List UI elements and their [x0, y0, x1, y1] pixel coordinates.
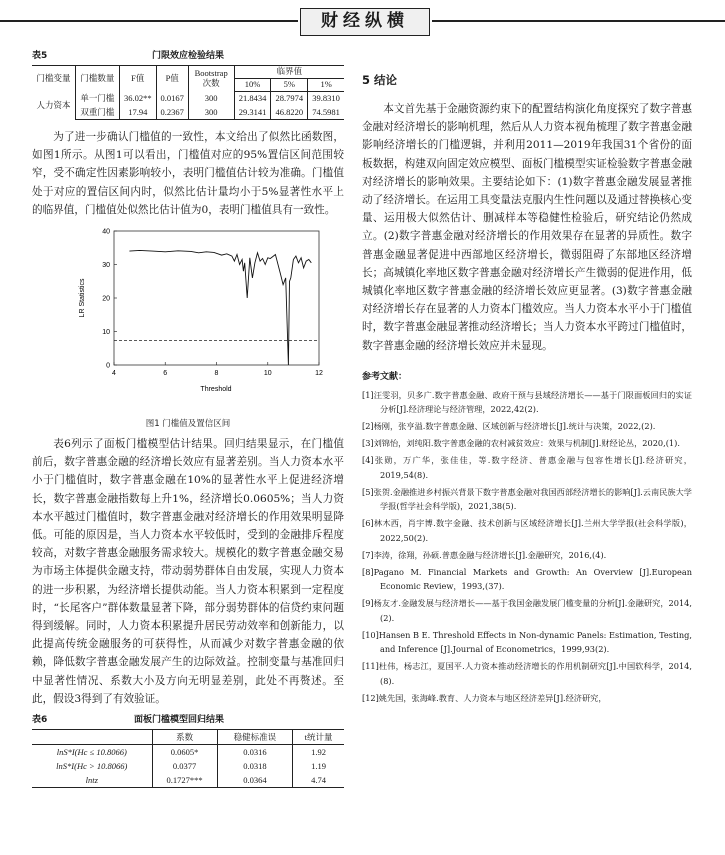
- reference-item: [9]杨友才.金融发展与经济增长——基于我国金融发展门槛变量的分析[J].金融研究，2014,(2).: [362, 598, 692, 623]
- t6-cell: 0.0318: [217, 759, 292, 773]
- reference-item: [11]杜伟，杨志江，夏国平.人力资本推动经济增长的作用机制研究[J].中国软科学，2014,(8).: [362, 661, 692, 686]
- t5-h-10: 10%: [234, 78, 271, 91]
- x-tick-label: 6: [163, 370, 168, 378]
- table6-number: 表6: [32, 715, 48, 726]
- t6-cell: lnS*I(Hc > 10.8066): [32, 759, 152, 773]
- t5-h-critical: 临界值: [234, 66, 344, 79]
- y-tick-label: 40: [102, 228, 110, 236]
- t6-cell: 1.19: [311, 761, 326, 772]
- t6-cell: lntz: [32, 773, 152, 788]
- table6-title: 面板门槛模型回归结果: [133, 715, 224, 726]
- reference-item: [2]杨刚，张亨溢.数字普惠金融、区域创新与经济增长[J].统计与决策，2022,(2).: [362, 421, 656, 432]
- column-title: 财经纵横: [300, 8, 430, 36]
- t5-h-5: 5%: [271, 78, 308, 91]
- y-tick-label: 0: [106, 362, 110, 370]
- reference-item: [7]李涛，徐翔，孙硕.普惠金融与经济增长[J].金融研究，2016,(4).: [362, 549, 607, 560]
- t6-h-coef: 系数: [152, 730, 217, 745]
- t5-h-bootstrap: Bootstrap次数: [188, 66, 234, 92]
- t5-h-1: 1%: [308, 78, 344, 91]
- table5-caption: [32, 48, 344, 61]
- table6: [32, 729, 344, 788]
- lr-chart-svg: [74, 225, 324, 395]
- x-tick-label: 8: [214, 370, 219, 378]
- t6-h-se: 稳健标准误: [217, 730, 292, 745]
- t5-cell: 29.3141: [234, 105, 271, 120]
- table5-title: 门限效应检验结果: [151, 51, 224, 61]
- t6-cell: 0.0377: [152, 759, 217, 773]
- table-row: [32, 91, 344, 105]
- table-row: [32, 745, 344, 760]
- paragraph-threshold-consistency: 为了进一步确认门槛值的一致性，本文给出了似然比函数图，如图1所示。从图1可以看出，门槛值对应的95%置信区间范围较窄，受不确定性因素影响较小，表明门槛值估计较为准确。门槛值处于对应的置信区间内时，似然比估计量均小于5%显著性水平上的临界值，门槛值处似然比估计值为0，表明门槛值具有一致性。: [32, 131, 344, 216]
- reference-item: [5]张贺.金融推进乡村振兴背景下数字普惠金融对我国西部经济增长的影响[J].云南民族大学学报(哲学社会科学版)，2021,38(5).: [362, 486, 692, 512]
- header-rule-left: [0, 20, 298, 22]
- x-tick-label: 4: [112, 370, 116, 378]
- section-heading-conclusion: 5 结论: [362, 73, 398, 87]
- t6-h-t: t统计量: [293, 730, 344, 745]
- t6-cell: 0.1727***: [152, 773, 217, 788]
- right-column: [362, 72, 692, 708]
- x-axis-label: Threshold: [200, 386, 232, 394]
- t5-cell: 300: [188, 91, 234, 105]
- t6-cell: 0.0316: [217, 745, 292, 760]
- left-column: [32, 48, 344, 788]
- t6-cell: lnS*I(Hc ≤ 10.8066): [32, 745, 152, 760]
- x-tick-label: 10: [263, 370, 272, 378]
- x-tick-label: 12: [315, 370, 323, 378]
- t5-h-f: F值: [119, 66, 156, 92]
- table5: [32, 65, 344, 120]
- t5-cell: 21.8434: [234, 91, 271, 105]
- references-heading: 参考文献：: [362, 371, 408, 382]
- t5-cell: 74.5981: [308, 105, 344, 120]
- t6-cell: 4.74: [293, 773, 344, 788]
- lr-series-line: [129, 250, 311, 365]
- reference-item: [3]刘锦怡，刘纯阳.数字普惠金融的农村减贫效应：效果与机制[J].财经论丛，2020,(1).: [362, 438, 680, 449]
- t5-cell: 双重门槛: [75, 105, 119, 120]
- t5-h-count: 门槛数量: [75, 66, 119, 92]
- t5-var-name: 人力资本: [32, 91, 75, 120]
- reference-item: [10]Hansen B E. Threshold Effects in Non-dynamic Panels: Estimation, Testing, and Inference [J].Journal of Econometrics，1999,93(2).: [362, 629, 692, 655]
- reference-item: [12]姚先国，张海峰.教育、人力资本与地区经济差异[J].经济研究，: [362, 692, 607, 703]
- t6-cell: 1.92: [311, 747, 326, 758]
- table-row: [32, 773, 344, 788]
- paragraph-table6-discussion: 表6列示了面板门槛模型估计结果。回归结果显示，在门槛值前后，数字普惠金融的经济增长效应有显著差别。当人力资本水平小于门槛值时，数字普惠金融在10%的显著性水平上促进经济增长，数字普惠金融指数每上升1%，经济增长0.0605%；当人力资本水平越过门槛值时，数字普惠金融对经济增长的作用效果明显降低。可能的原因是，当人力资本水平较低时，受到的金融排斥程度较高，对数字普惠金融服务需求较大。规模化的数字普惠金融交易为市场主体提供金融支持，带动弱势群体自由发展，实现人力资本的进一步积累，为经济增长提供动能。当人力资本积累到一定程度时，“长尾客户”群体数量显著下降，部分弱势群体的信贷约束问题得到缓解。同时，人力资本积累提升居民劳动效率和创新能力，以此提高传统金融服务的可获得性，从而减少对数字普惠金融的依赖，降低数字普惠金融发展产生的边际效益。控制变量与基准回归中显著性情况、系数大小及方向无明显差别，此处不再赘述。至此，假设3得到了有效验证。: [32, 438, 344, 705]
- reference-item: [4]张勋，万广华，张佳佳，等.数字经济、普惠金融与包容性增长[J].经济研究，2019,54(8).: [362, 455, 692, 480]
- t6-cell: 0.0364: [217, 773, 292, 788]
- table5-number: 表5: [32, 51, 48, 61]
- header-rule-right: [432, 20, 725, 22]
- t6-h-var: [32, 730, 152, 745]
- lr-chart: [74, 225, 324, 415]
- y-axis-label: LR Statistics: [79, 278, 86, 318]
- t5-cell: 300: [188, 105, 234, 120]
- table-row: [32, 759, 344, 773]
- table6-caption: [32, 712, 344, 725]
- t6-cell: 0.0605*: [152, 745, 217, 760]
- t5-cell: 36.02**: [119, 91, 156, 105]
- y-tick-label: 30: [102, 262, 110, 270]
- reference-item: [6]林木西，肖宇博.数字金融、技术创新与区域经济增长[J].兰州大学学报(社会科学版)，2022,50(2).: [362, 518, 692, 543]
- conclusion-paragraph: 本文首先基于金融资源约束下的配置结构演化角度探究了数字普惠金融对经济增长的影响机理，然后从人力资本视角梳理了数字普惠金融影响经济增长的门槛逻辑，并利用2011—2019年我国31个省份的面板数据，构建双向固定效应模型、面板门槛模型实证检验数字普惠金融对经济增长的影响效果。主要结论如下：(1)数字普惠金融发展显著推动了经济增长。在运用工具变量法克服内生性问题以及通过替换核心变量、运用极大似然估计、删减样本等稳健性检验后，研究结论仍然成立。(2)数字普惠金融对经济增长的作用效果存在显著的异质性。数字普惠金融显著促进中西部地区经济增长，微弱阻碍了东部地区经济增长；高城镇化率地区数字普惠金融对经济增长产生微弱的促进作用，低城镇化率地区数字普惠金融的经济增长效应更显著。(3)数字普惠金融对经济增长存在显著的人力资本门槛效应。当人力资本水平小于门槛值时，数字普惠金融显著推动经济增长；当人力资本水平跨过门槛值时，数字普惠金融的经济增长效应并未显现。: [362, 103, 692, 352]
- reference-item: [8]Pagano M. Financial Markets and Growth: An Overview [J].European Economic Review，1993,(37).: [362, 566, 692, 592]
- t5-cell: 28.7974: [271, 91, 308, 105]
- t5-cell: 单一门槛: [75, 91, 119, 105]
- table-row: [32, 105, 344, 120]
- t5-h-var: 门槛变量: [32, 66, 75, 92]
- y-tick-label: 10: [102, 329, 110, 337]
- figure-caption: 图1 门槛值及置信区间: [145, 419, 231, 430]
- t5-cell: 39.8310: [312, 93, 340, 104]
- t5-cell: 17.94: [119, 105, 156, 120]
- t5-h-p: P值: [156, 66, 188, 92]
- reference-list: [362, 388, 692, 706]
- t5-cell: 0.0167: [156, 91, 188, 105]
- t5-cell: 0.2367: [156, 105, 188, 120]
- t5-cell: 46.8220: [271, 105, 308, 120]
- reference-item: [1]汪雯羽，贝多广.数字普惠金融、政府干预与县域经济增长——基于门限面板回归的实证分析[J].经济理论与经济管理，2022,42(2).: [362, 389, 692, 415]
- y-tick-label: 20: [102, 295, 110, 303]
